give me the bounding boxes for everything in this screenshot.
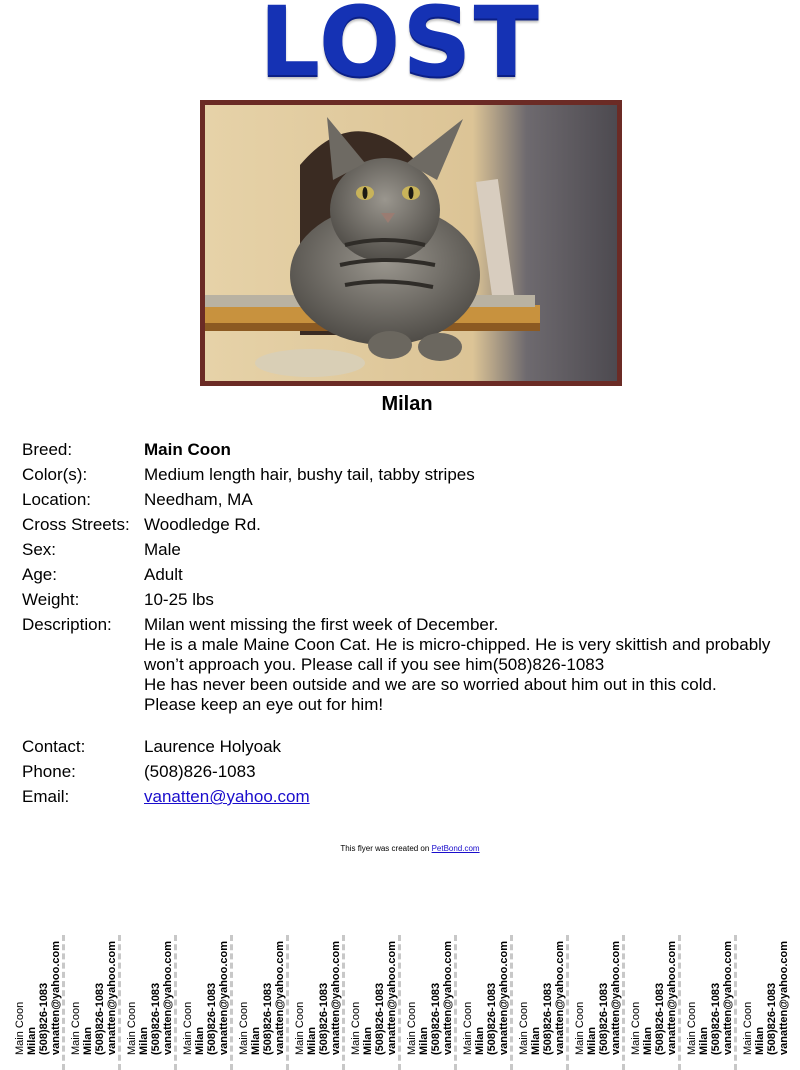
email-label: Email: bbox=[22, 787, 70, 806]
tab-email: vanatten@yahoo.com bbox=[610, 940, 622, 1055]
breed-row bbox=[22, 440, 782, 465]
tab-phone: (508)826-1083 bbox=[430, 982, 442, 1055]
email-row bbox=[22, 787, 782, 812]
flyer-credit-text: This flyer was created on bbox=[340, 844, 432, 853]
tab-name: Milan bbox=[306, 1026, 318, 1055]
tear-off-tab[interactable] bbox=[462, 915, 518, 1060]
weight-value: 10-25 lbs bbox=[144, 590, 214, 609]
sex-label: Sex: bbox=[22, 540, 57, 559]
location-row bbox=[22, 490, 782, 515]
tab-breed: Main Coon bbox=[126, 1001, 138, 1055]
colors-value: Medium length hair, bushy tail, tabby stripes bbox=[144, 465, 475, 484]
tear-off-tab[interactable] bbox=[14, 915, 70, 1060]
tab-phone: (508)826-1083 bbox=[486, 982, 498, 1055]
tear-line bbox=[118, 935, 121, 1070]
tab-breed: Main Coon bbox=[686, 1001, 698, 1055]
tear-off-tab[interactable] bbox=[574, 915, 630, 1060]
tab-email: vanatten@yahoo.com bbox=[274, 940, 286, 1055]
petbond-link[interactable]: PetBond.com bbox=[431, 844, 480, 853]
tear-off-tab[interactable] bbox=[126, 915, 182, 1060]
tab-text bbox=[574, 941, 622, 1055]
contact-label: Contact: bbox=[22, 737, 86, 756]
description-label: Description: bbox=[22, 615, 112, 634]
tab-phone: (508)826-1083 bbox=[262, 982, 274, 1055]
tab-name: Milan bbox=[530, 1026, 542, 1055]
tab-text bbox=[182, 941, 230, 1055]
tab-email: vanatten@yahoo.com bbox=[778, 940, 790, 1055]
tear-line bbox=[454, 935, 457, 1070]
tab-phone: (508)826-1083 bbox=[654, 982, 666, 1055]
phone-value: (508)826-1083 bbox=[144, 762, 256, 781]
tab-phone: (508)826-1083 bbox=[206, 982, 218, 1055]
tab-breed: Main Coon bbox=[238, 1001, 250, 1055]
tear-line bbox=[678, 935, 681, 1070]
tab-breed: Main Coon bbox=[462, 1001, 474, 1055]
tear-off-tab[interactable] bbox=[742, 915, 798, 1060]
tab-phone: (508)826-1083 bbox=[94, 982, 106, 1055]
phone-label: Phone: bbox=[22, 762, 76, 781]
tab-text bbox=[686, 941, 734, 1055]
tab-name: Milan bbox=[138, 1026, 150, 1055]
tab-phone: (508)826-1083 bbox=[598, 982, 610, 1055]
tear-line bbox=[174, 935, 177, 1070]
tear-off-tab[interactable] bbox=[686, 915, 742, 1060]
contact-row bbox=[22, 737, 782, 762]
tab-text bbox=[742, 941, 790, 1055]
sex-row bbox=[22, 540, 782, 565]
tear-line bbox=[286, 935, 289, 1070]
tab-name: Milan bbox=[418, 1026, 430, 1055]
tab-phone: (508)826-1083 bbox=[150, 982, 162, 1055]
tab-name: Milan bbox=[754, 1026, 766, 1055]
tab-email: vanatten@yahoo.com bbox=[666, 940, 678, 1055]
tear-line bbox=[62, 935, 65, 1070]
tab-text bbox=[350, 941, 398, 1055]
colors-label: Color(s): bbox=[22, 465, 88, 484]
tab-phone: (508)826-1083 bbox=[38, 982, 50, 1055]
age-label: Age: bbox=[22, 565, 57, 584]
location-value: Needham, MA bbox=[144, 490, 253, 509]
flyer-credit bbox=[0, 844, 800, 853]
tear-line bbox=[510, 935, 513, 1070]
tear-line bbox=[622, 935, 625, 1070]
spacer bbox=[22, 711, 782, 737]
tab-breed: Main Coon bbox=[294, 1001, 306, 1055]
pet-info bbox=[22, 440, 782, 812]
tear-off-tab[interactable] bbox=[630, 915, 686, 1060]
tab-text bbox=[294, 941, 342, 1055]
tab-text bbox=[126, 941, 174, 1055]
tab-email: vanatten@yahoo.com bbox=[722, 940, 734, 1055]
tab-breed: Main Coon bbox=[574, 1001, 586, 1055]
description-line: Milan went missing the first week of December. bbox=[144, 615, 499, 634]
tab-name: Milan bbox=[82, 1026, 94, 1055]
tab-breed: Main Coon bbox=[70, 1001, 82, 1055]
pet-name: Milan bbox=[381, 393, 433, 415]
tab-name: Milan bbox=[698, 1026, 710, 1055]
tear-line bbox=[566, 935, 569, 1070]
tab-breed: Main Coon bbox=[518, 1001, 530, 1055]
tear-off-tab[interactable] bbox=[406, 915, 462, 1060]
weight-row bbox=[22, 590, 782, 615]
tab-phone: (508)826-1083 bbox=[710, 982, 722, 1055]
breed-label: Breed: bbox=[22, 440, 73, 459]
tab-breed: Main Coon bbox=[406, 1001, 418, 1055]
tab-email: vanatten@yahoo.com bbox=[218, 940, 230, 1055]
breed-value: Main Coon bbox=[144, 440, 231, 459]
tab-breed: Main Coon bbox=[742, 1001, 754, 1055]
tab-name: Milan bbox=[474, 1026, 486, 1055]
tab-email: vanatten@yahoo.com bbox=[330, 940, 342, 1055]
tear-line bbox=[230, 935, 233, 1070]
tab-text bbox=[238, 941, 286, 1055]
phone-row bbox=[22, 762, 782, 787]
tear-off-tab[interactable] bbox=[182, 915, 238, 1060]
tab-email: vanatten@yahoo.com bbox=[50, 940, 62, 1055]
tab-text bbox=[70, 941, 118, 1055]
cat-photo bbox=[205, 105, 617, 381]
tab-email: vanatten@yahoo.com bbox=[386, 940, 398, 1055]
tear-off-tab[interactable] bbox=[518, 915, 574, 1060]
tear-off-tab[interactable] bbox=[238, 915, 294, 1060]
tear-off-tabs bbox=[0, 915, 800, 1067]
tear-off-tab[interactable] bbox=[70, 915, 126, 1060]
tear-line bbox=[398, 935, 401, 1070]
cross-streets-value: Woodledge Rd. bbox=[144, 515, 261, 534]
tab-text bbox=[630, 941, 678, 1055]
tab-name: Milan bbox=[362, 1026, 374, 1055]
tab-phone: (508)826-1083 bbox=[542, 982, 554, 1055]
tab-name: Milan bbox=[250, 1026, 262, 1055]
email-link[interactable]: vanatten@yahoo.com bbox=[144, 787, 310, 806]
location-label: Location: bbox=[22, 490, 91, 509]
tab-name: Milan bbox=[586, 1026, 598, 1055]
cross-streets-label: Cross Streets: bbox=[22, 515, 130, 534]
tear-off-tab[interactable] bbox=[294, 915, 350, 1060]
tab-name: Milan bbox=[26, 1026, 38, 1055]
description-line: He has never been outside and we are so worried about him out in this cold. bbox=[144, 675, 717, 694]
sex-value: Male bbox=[144, 540, 181, 559]
tab-email: vanatten@yahoo.com bbox=[106, 940, 118, 1055]
age-row bbox=[22, 565, 782, 590]
tab-text bbox=[518, 941, 566, 1055]
cross-streets-row bbox=[22, 515, 782, 540]
tab-name: Milan bbox=[642, 1026, 654, 1055]
tear-off-tab[interactable] bbox=[350, 915, 406, 1060]
tab-email: vanatten@yahoo.com bbox=[554, 940, 566, 1055]
weight-label: Weight: bbox=[22, 590, 80, 609]
tear-line bbox=[734, 935, 737, 1070]
tab-breed: Main Coon bbox=[630, 1001, 642, 1055]
tab-phone: (508)826-1083 bbox=[374, 982, 386, 1055]
tab-email: vanatten@yahoo.com bbox=[162, 940, 174, 1055]
contact-value: Laurence Holyoak bbox=[144, 737, 282, 756]
tab-breed: Main Coon bbox=[14, 1001, 26, 1055]
tab-phone: (508)826-1083 bbox=[318, 982, 330, 1055]
tab-text bbox=[462, 941, 510, 1055]
tab-email: vanatten@yahoo.com bbox=[498, 940, 510, 1055]
tab-email: vanatten@yahoo.com bbox=[442, 940, 454, 1055]
description-line: He is a male Maine Coon Cat. He is micro-chipped. He is very skittish and probably won’t approach you. Please call if you see him(508)826-1083 bbox=[144, 635, 771, 674]
tab-text bbox=[406, 941, 454, 1055]
tab-phone: (508)826-1083 bbox=[766, 982, 778, 1055]
colors-row bbox=[22, 465, 782, 490]
tab-breed: Main Coon bbox=[182, 1001, 194, 1055]
age-value: Adult bbox=[144, 565, 183, 584]
tear-line bbox=[342, 935, 345, 1070]
tab-name: Milan bbox=[194, 1026, 206, 1055]
description-row bbox=[22, 615, 782, 714]
description-text bbox=[144, 615, 784, 715]
tab-text bbox=[14, 941, 62, 1055]
description-line: Please keep an eye out for him! bbox=[144, 695, 384, 714]
photo-frame bbox=[200, 100, 622, 386]
tab-breed: Main Coon bbox=[350, 1001, 362, 1055]
lost-headline: LOST bbox=[259, 0, 541, 98]
